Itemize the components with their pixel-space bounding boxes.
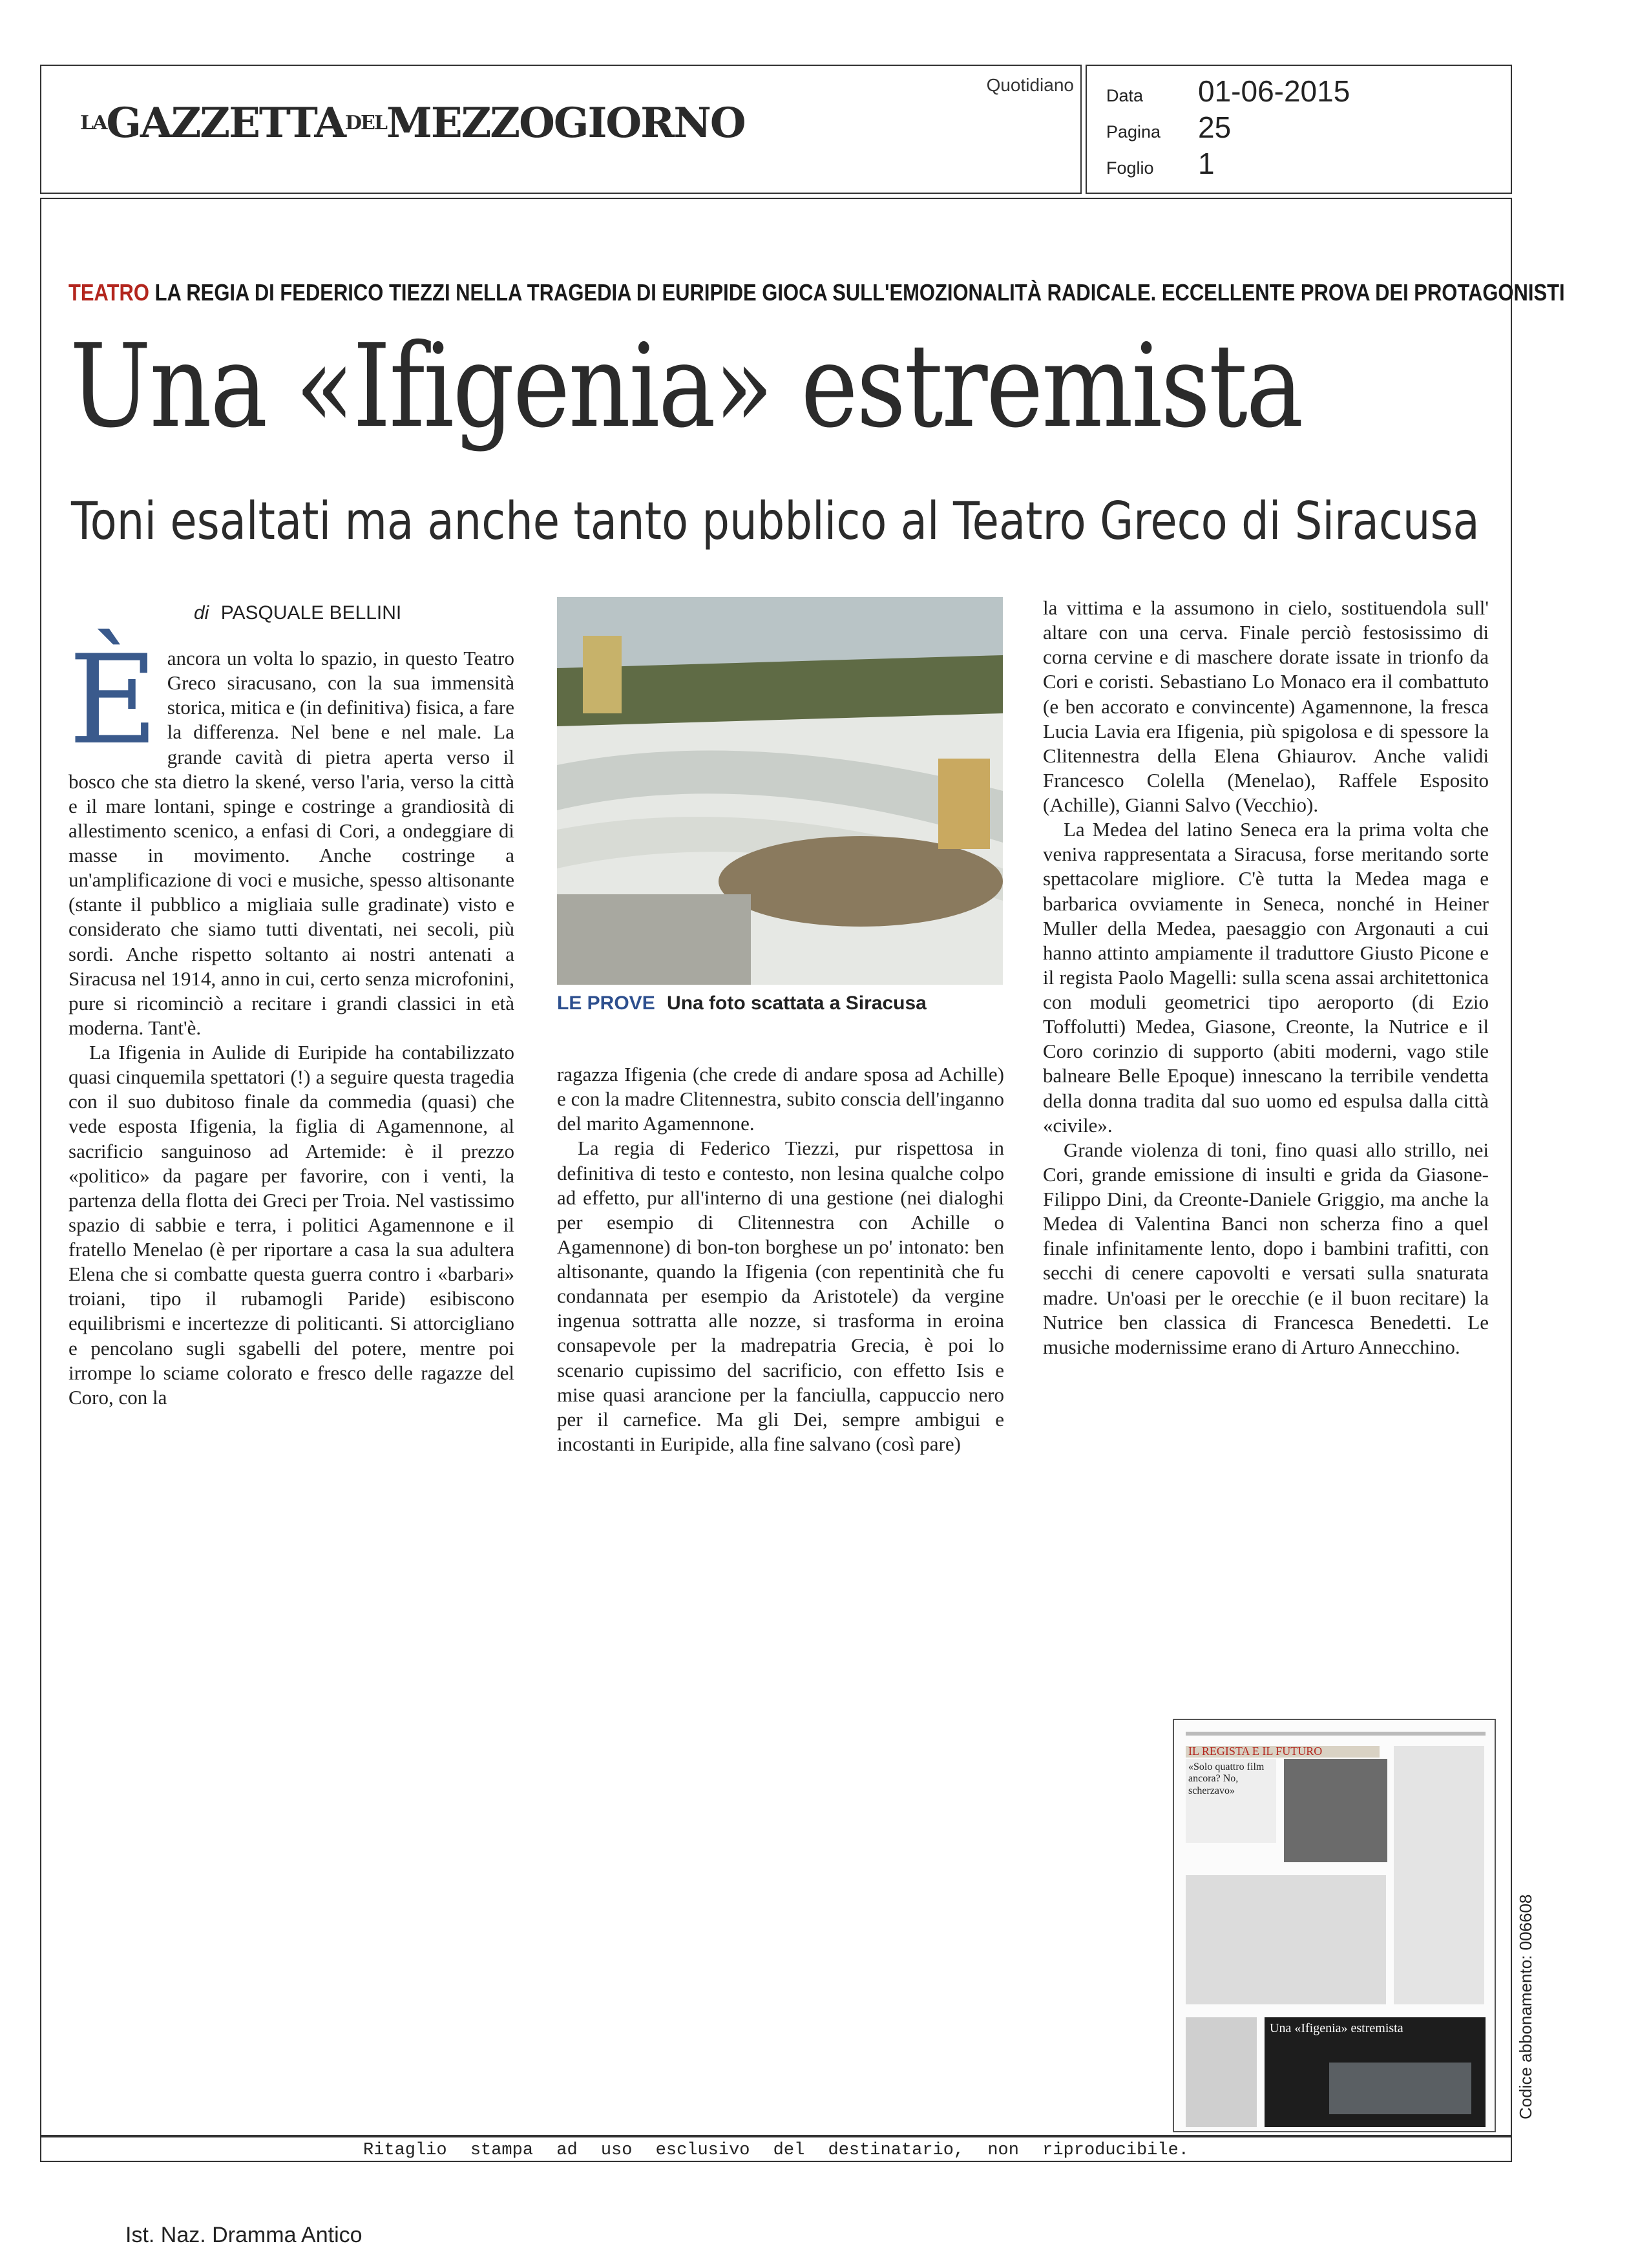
paragraph: È ancora un volta lo spazio, in questo Teatro Greco siracusano, con la sua immensità storica, mitica e (in definitiva) fisica, a fare la differenza. Nel bene e nel male. La grande cavità di pietra aperta verso il bosco che sta dietro la skené, verso l'aria, verso la città e il mare lontani, spinge e costringe a grandiosità di allestimento scenico, a enfasi di Cori, a ondeggiare di masse in movimento. Anche costringe a un'amplificazione di voci e musiche, spesso altisonante (stante il pubblico a migliaia sulle gradinate) visto e considerato che siamo tutti diventati, nei secoli, più sordi. Anche rispetto soltanto ai nostri antenati a Siracusa nel 1914, anno in cui, certo senza microfonini, pure si ricominciò a recitare i grandi classici in età moderna. Tant'è. xyxy=(68,629,514,1039)
kicker-text: LA REGIA DI FEDERICO TIEZZI NELLA TRAGEDIA DI EURIPIDE GIOCA SULL'EMOZIONALITÀ RADICALE. ECCELLENTE PROVA DEI PROTAGONISTI xyxy=(154,279,1565,306)
photo-caption: LE PROVE Una foto scattata a Siracusa xyxy=(557,992,927,1014)
subscription-code: Codice abbonamento: 006608 xyxy=(1516,1894,1535,2119)
paragraph: La Ifigenia in Aulide di Euripide ha contabilizzato quasi cinquemila spettatori (!) a seguire questa tragedia con il suo dubitoso finale da commedia (quasi) che vede esposta Ifigenia, la figlia di Agamennone, al sacrificio sanguinoso ad Artemide: è il prezzo «politico» da pagare per favorire, con i venti, la partenza della flotta dei Greci per Troia. Nel vastissimo spazio di sabbie e terra, i politici Agamennone e il fratello Menelao (è per riportare a casa la sua adultera Elena che si combatte questa guerra contro i «barbari» troiani, tipo il rubamogli Paride) esibiscono equilibrismi e incertezze di politicanti. Si attorcigliano e pencolano sugli sgabelli del potere, mentre poi irrompe lo sciame colorato e fresco delle ragazze del Coro, con la xyxy=(68,1041,514,1409)
footer-source: Ist. Naz. Dramma Antico xyxy=(125,2223,362,2247)
article-column-2 xyxy=(557,1062,1004,1456)
metadata-box xyxy=(1086,65,1512,194)
thumbnail-headline: Una «Ifigenia» estremista xyxy=(1270,2021,1403,2035)
author-name: PASQUALE BELLINI xyxy=(220,602,402,624)
paragraph: ragazza Ifigenia (che crede di andare sposa ad Achille) e con la madre Clitennestra, subito conscia dell'inganno del marito Agamennone. xyxy=(557,1063,1004,1135)
meta-row-date: Data 01-06-2015 xyxy=(1106,74,1350,108)
paragraph: la vittima e la assumono in cielo, sostituendola sull' altare con una cerva. Finale perciò festosissimo di corna cervine e di maschere dorate issate in trionfo da Cori e coristi. Sebastiano Lo Monaco era il combattuto (e ben accorato e convincente) Agamennone, la fresca Lucia Lavia era Ifigenia, più spigolosa e di spessore la Clitennestra della Elena Ghiaurov. Anche validi Francesco Colella (Menelao), Raffele Esposito (Achille), Gianni Salvo (Vecchio). xyxy=(1043,596,1489,816)
page-thumbnail xyxy=(1173,1719,1496,2132)
disclaimer-bar xyxy=(40,2136,1512,2162)
byline: di PASQUALE BELLINI xyxy=(194,602,402,624)
masthead-box xyxy=(40,65,1082,194)
article-column-1 xyxy=(68,629,514,1410)
kicker xyxy=(68,279,1565,306)
dropcap: È xyxy=(68,629,158,772)
paragraph: La regia di Federico Tiezzi, pur rispettosa in definitiva di testo e contesto, non lesina qualche colpo ad effetto, pur all'interno di una gestione (nei dialoghi per esempio di Clitennestra con Achille o Agamennone) di bon-ton borghese un po' intonato: ben altisonante, quando la Ifigenia (con repentinità che fu condannata per esempio da Aristotele) da vergine ingenua sottratta alle nozze, si trasforma in eroina consapevole per la madrepatria Grecia, è poi lo scenario cupissimo del sacrificio, con effetto Isis e mise quasi arancione per la fanciulla, cappuccio nero per il carnefice. Ma gli Dei, sempre ambigui e incostanti in Euripide, alla fine salvano (così pare) xyxy=(557,1137,1004,1455)
headline: Una «Ifigenia» estremista xyxy=(70,319,1302,453)
meta-row-sheet: Foglio 1 xyxy=(1106,147,1215,180)
thumbnail-section: IL REGISTA E IL FUTURO xyxy=(1188,1745,1323,1758)
publication-type: Quotidiano xyxy=(986,75,1074,95)
theatre-photo xyxy=(557,597,1003,985)
meta-row-page: Pagina 25 xyxy=(1106,110,1232,144)
newspaper-logo: LA GAZZETTA DEL MEZZOGIORNO xyxy=(80,98,745,147)
subheadline: Toni esaltati ma anche tanto pubblico al Teatro Greco di Siracusa xyxy=(71,491,1480,551)
kicker-tag: TEATRO xyxy=(68,279,149,306)
paragraph: La Medea del latino Seneca era la prima volta che veniva rappresentata a Siracusa, forse meritando sorte spettacolare migliore. C'è tutta la Medea maga e barbarica ovviamente in Seneca, nonché in Heiner Muller della Medea, paesaggio con Argonauti a cui hanno attinto ampiamente il traduttore Giusto Picone e il regista Paolo Magelli: sulla scena assai architettonica con moduli geometrici tipo aeroporto (di Ezio Toffolutti) Medea, Giasone, Creonte, la Nutrice e il Coro corinzio di supporto (abiti moderni, vago stile balneare Belle Epoque) innescano la terribile vendetta della donna tradita dal suo uomo ed espulsa dalla città «civile». xyxy=(1043,818,1489,1137)
article-column-3 xyxy=(1043,596,1489,1360)
paragraph: Grande violenza di toni, fino quasi allo strillo, nei Cori, grande emissione di insulti e grida da Giasone-Filippo Dini, da Creonte-Daniele Griggio, ma anche la Medea di Valentina Banci non scherza fino a quel finale infinitamente lento, dopo i bambini trafitti, con secchi di cenere capovolti e versati sulla snaturata madre. Un'oasi per le orecchie (e il buon recitare) la Nutrice ben classica di Francesca Benedetti. Le musiche modernissime erano di Arturo Annecchino. xyxy=(1043,1138,1489,1358)
disclaimer-text: Ritaglio stampa ad uso esclusivo del destinatario, non riproducibile. xyxy=(363,2141,1189,2160)
thumbnail-quote: «Solo quattro film ancora? No, scherzavo» xyxy=(1188,1761,1265,1796)
greek-theatre-image xyxy=(557,597,1003,985)
